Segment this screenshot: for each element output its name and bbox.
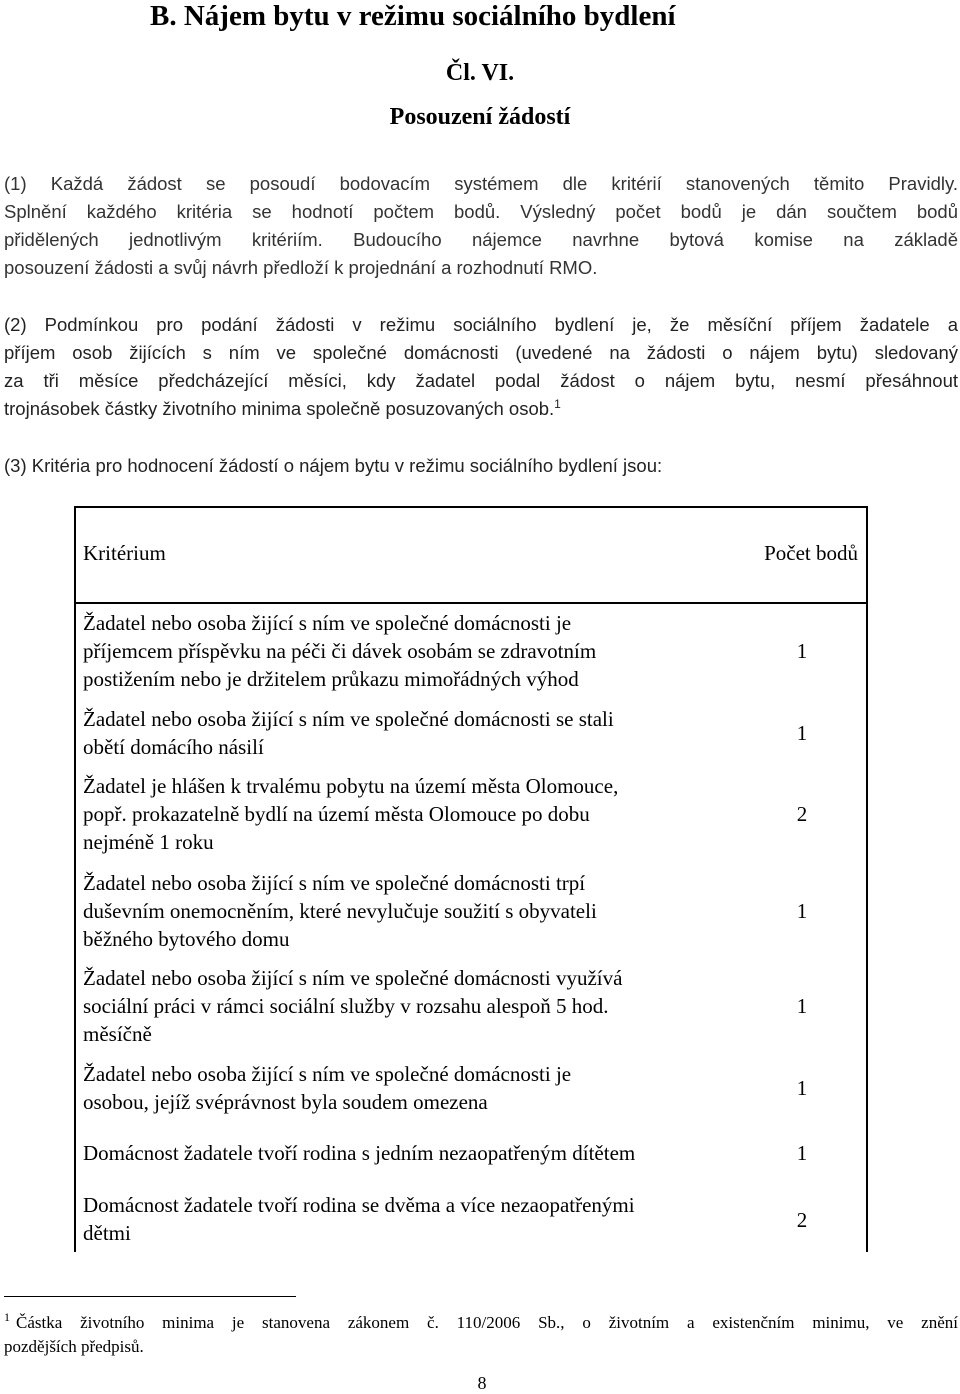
table-border-right (866, 506, 868, 1252)
criterion-text: Domácnost žadatele tvoří rodina s jedním nezaopatřeným dítětem (83, 1141, 636, 1165)
criterion-text: Žadatel nebo osoba žijící s ním ve společné domácnosti je (83, 611, 572, 635)
criterion-text: postižením nebo je držitelem průkazu mimořádných výhod (83, 667, 579, 691)
criterion-text: měsíčně (83, 1022, 152, 1046)
points-value: 1 (796, 899, 808, 923)
paragraph-line-text: trojnásobek částky životního minima společně posuzovaných osob. (4, 398, 555, 419)
criterion-text: běžného bytového domu (83, 927, 290, 951)
paragraph-line: za tři měsíce předcházející měsíci, kdy žadatel podal žádost o nájem bytu, nesmí přesáhnout (4, 370, 958, 391)
criterion-text: Žadatel nebo osoba žijící s ním ve společné domácnosti je (83, 1062, 572, 1086)
column-header-points: Počet bodů (764, 541, 858, 565)
paragraph-line: příjem osob žijících s ním ve společné domácnosti (uvedené na žádosti o nájem bytu) sledovaný (4, 342, 958, 363)
criterion-text: Žadatel nebo osoba žijící s ním ve společné domácnosti se stali (83, 707, 614, 731)
points-value: 1 (796, 639, 808, 663)
criterion-text: osobou, jejíž svéprávnost byla soudem omezena (83, 1090, 488, 1114)
paragraph-line: přidělených jednotlivým kritériím. Budoucího nájemce navrhne bytová komise na základě (4, 229, 958, 250)
paragraph-line: Splnění každého kritéria se hodnotí počtem bodů. Výsledný počet bodů je dán součtem bodů (4, 201, 958, 222)
paragraph-3 (4, 452, 958, 480)
points-value: 1 (796, 994, 808, 1018)
footnote-separator (4, 1296, 296, 1297)
table-header-divider (74, 602, 868, 604)
criterion-text: Žadatel je hlášen k trvalému pobytu na území města Olomouce, (83, 774, 619, 798)
table-row (83, 1139, 743, 1167)
criterion-text: duševním onemocněním, které nevylučuje soužití s obyvateli (83, 899, 597, 923)
paragraph-line: posouzení žádosti a svůj návrh předloží k projednání a rozhodnutí RMO. (4, 257, 598, 278)
table-row (83, 869, 743, 953)
table-border-top (74, 506, 868, 508)
points-value: 2 (796, 802, 808, 826)
criteria-table (74, 506, 868, 1252)
footnote-reference[interactable]: 1 (554, 396, 561, 411)
paragraph-line: (3) Kritéria pro hodnocení žádostí o nájem bytu v režimu sociálního bydlení jsou: (4, 455, 663, 476)
article-title: Posouzení žádostí (389, 104, 571, 130)
points-value: 2 (796, 1208, 808, 1232)
criterion-text: popř. prokazatelně bydlí na území města Olomouce po dobu (83, 802, 590, 826)
section-heading: B. Nájem bytu v režimu sociálního bydlení (150, 0, 676, 32)
footnote-line (4, 1311, 958, 1335)
paragraph-1 (4, 170, 958, 282)
criterion-text: příjemcem příspěvku na péči či dávek osobám se zdravotním (83, 639, 597, 663)
footnote-line: pozdějších předpisů. (4, 1337, 144, 1356)
criterion-text: sociální práci v rámci sociální služby v rozsahu alespoň 5 hod. (83, 994, 609, 1018)
criterion-text: Žadatel nebo osoba žijící s ním ve společné domácnosti využívá (83, 966, 623, 990)
column-header-criterion: Kritérium (83, 541, 166, 565)
footnote (4, 1311, 958, 1359)
points-value: 1 (796, 721, 808, 745)
table-row (83, 1060, 743, 1116)
points-value: 1 (796, 1141, 808, 1165)
criterion-text: Domácnost žadatele tvoří rodina se dvěma a více nezaopatřenými (83, 1193, 635, 1217)
article-number: Čl. VI. (445, 60, 515, 86)
table-border-left (74, 506, 76, 1252)
table-row (83, 609, 743, 693)
points-value: 1 (796, 1076, 808, 1100)
table-row (83, 1191, 743, 1247)
criterion-text: Žadatel nebo osoba žijící s ním ve společné domácnosti trpí (83, 871, 586, 895)
footnote-text: Částka životního minima je stanovena zákonem č. 110/2006 Sb., o životním a existenčním minimu, ve znění (16, 1313, 958, 1332)
paragraph-line: (1) Každá žádost se posoudí bodovacím systémem dle kritérií stanovených těmito Pravidly. (4, 173, 958, 194)
criterion-text: obětí domácího násilí (83, 735, 264, 759)
footnote-mark: 1 (4, 1310, 10, 1325)
table-row (83, 964, 743, 1048)
criterion-text: dětmi (83, 1221, 131, 1245)
paragraph-line (4, 395, 958, 423)
paragraph-2 (4, 311, 958, 423)
table-row (83, 772, 743, 856)
paragraph-line: (2) Podmínkou pro podání žádosti v režimu sociálního bydlení je, že měsíční příjem žadatele a (4, 314, 958, 335)
criterion-text: nejméně 1 roku (83, 830, 214, 854)
page-number: 8 (477, 1373, 487, 1393)
table-row (83, 705, 743, 761)
